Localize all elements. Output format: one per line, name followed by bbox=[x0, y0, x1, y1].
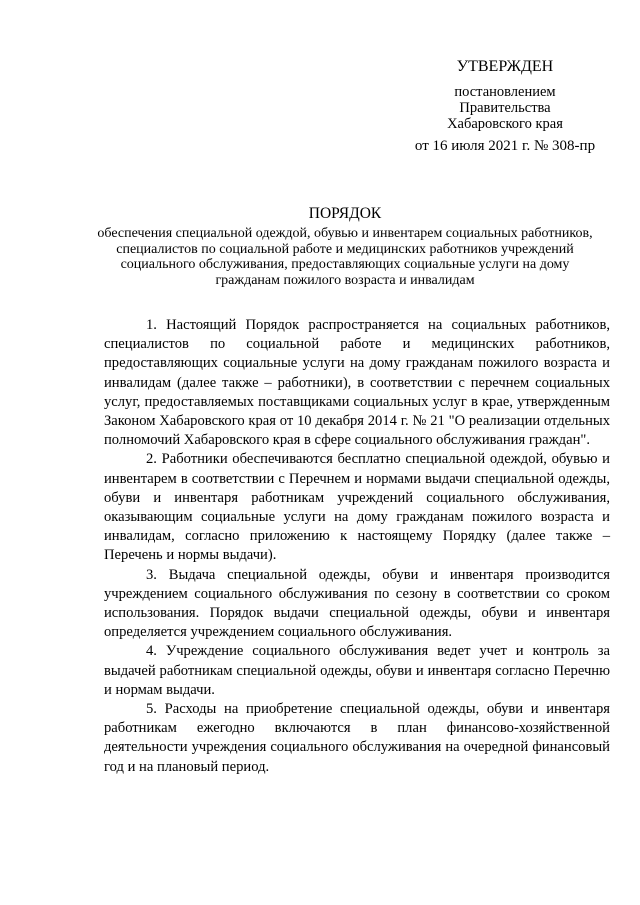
paragraph-3: 3. Выдача специальной одежды, обуви и инвентаря производится учреждением социального обслуживания по сезону в соответствии со сроком использования. Порядок выдачи специальной одежды, обуви и инвентаря определяется учреждением социального обслуживания. bbox=[104, 566, 610, 641]
paragraph-4: 4. Учреждение социального обслуживания ведет учет и контроль за выдачей работникам специальной одежды, обуви и инвентаря согласно Перечню и нормам выдачи. bbox=[104, 643, 610, 698]
paragraph-2: 2. Работники обеспечиваются бесплатно специальной одеждой, обувью и инвентарем в соответствии с Перечнем и нормами выдачи специальной одежды, обуви и инвентаря работникам учреждений социального обслуживания, оказывающим социальные услуги на дому гражданам пожилого возраста и инвалидам, согласно приложению к настоящему Порядку (далее также – Перечень и нормы выдачи). bbox=[104, 451, 610, 564]
document-heading bbox=[95, 204, 595, 288]
approval-line-1: постановлением bbox=[454, 84, 556, 100]
approval-line-2: Правительства bbox=[459, 100, 551, 116]
document-body bbox=[104, 316, 610, 777]
approval-stamp bbox=[395, 56, 615, 154]
paragraph-1: 1. Настоящий Порядок распространяется на социальных работников, специалистов по социальной работе и медицинских работников, предоставляющих социальные услуги на дому гражданам пожилого возраста и инвалидам (далее также – работники), в соответствии с перечнем социальных услуг, предоставляемых поставщиками социальных услуг в крае, утвержденным Законом Хабаровского края от 10 декабря 2014 г. № 21 "О реализации отдельных полномочий Хабаровского края в сфере социального обслуживания граждан". bbox=[104, 317, 610, 449]
approval-line-3: Хабаровского края bbox=[447, 116, 563, 132]
approved-label: УТВЕРЖДЕН bbox=[456, 58, 554, 75]
document-title: ПОРЯДОК bbox=[308, 205, 382, 222]
paragraph-5: 5. Расходы на приобретение специальной одежды, обуви и инвентаря работникам ежегодно включаются в план финансово-хозяйственной деятельности учреждения социального обслуживания на очередной финансовый год и на плановый период. bbox=[104, 701, 610, 775]
approval-date: от 16 июля 2021 г. № 308-пр bbox=[414, 138, 596, 154]
document-subtitle: обеспечения специальной одеждой, обувью и инвентарем социальных работников, специалистов по социальной работе и медицинских работников учреждений социального обслуживания, предоставляющих социальные услуги на дому гражданам пожилого возраста и инвалидам bbox=[97, 226, 593, 288]
